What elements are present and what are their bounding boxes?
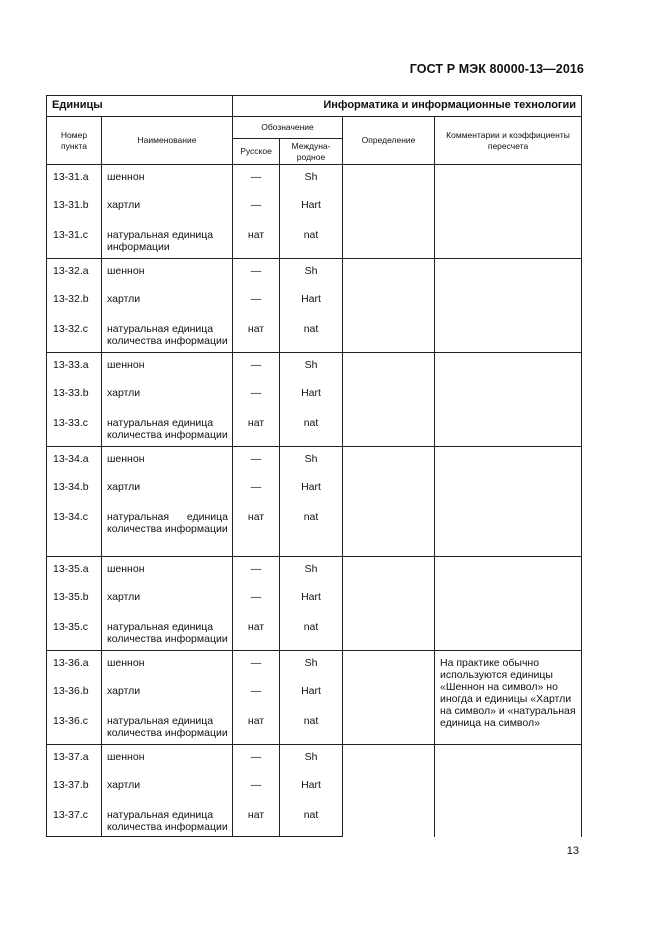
item-number: 13-31.c xyxy=(47,225,102,259)
symbol-russian: — xyxy=(233,289,280,319)
definition-cell xyxy=(343,165,435,259)
symbol-international: nat xyxy=(280,319,343,353)
symbol-russian: — xyxy=(233,681,280,711)
symbol-international: Hart xyxy=(280,383,343,413)
symbol-international: Hart xyxy=(280,477,343,507)
item-number: 13-32.b xyxy=(47,289,102,319)
table-header-row xyxy=(47,117,582,139)
unit-name xyxy=(102,507,233,557)
col-header-comments: Комментарии и коэффициенты пересчета xyxy=(435,117,582,165)
comment-cell xyxy=(435,165,582,259)
units-table xyxy=(46,95,582,837)
unit-name: хартли xyxy=(102,587,233,617)
table-row xyxy=(47,557,582,587)
table-group xyxy=(47,557,582,651)
symbol-international: Hart xyxy=(280,195,343,225)
symbol-international: Sh xyxy=(280,651,343,681)
item-number: 13-37.c xyxy=(47,805,102,837)
item-number: 13-33.c xyxy=(47,413,102,447)
unit-name: шеннон xyxy=(102,651,233,681)
item-number: 13-37.a xyxy=(47,745,102,775)
symbol-russian: — xyxy=(233,195,280,225)
symbol-international: Hart xyxy=(280,289,343,319)
symbol-russian: нат xyxy=(233,319,280,353)
col-header-number: Номер пункта xyxy=(47,117,102,165)
page-number: 13 xyxy=(566,845,579,857)
col-header-definition: Определение xyxy=(343,117,435,165)
unit-name: натуральная единица количества информации xyxy=(102,805,233,837)
item-number: 13-36.c xyxy=(47,711,102,745)
definition-cell xyxy=(343,447,435,557)
symbol-russian: — xyxy=(233,383,280,413)
item-number: 13-35.b xyxy=(47,587,102,617)
comment-cell xyxy=(435,745,582,837)
table-group xyxy=(47,651,582,745)
definition-cell xyxy=(343,745,435,837)
symbol-international: nat xyxy=(280,507,343,557)
symbol-international: Sh xyxy=(280,447,343,477)
unit-name: шеннон xyxy=(102,353,233,383)
table-row xyxy=(47,353,582,383)
unit-name: шеннон xyxy=(102,165,233,195)
symbol-russian: — xyxy=(233,775,280,805)
unit-name: шеннон xyxy=(102,259,233,289)
item-number: 13-31.b xyxy=(47,195,102,225)
unit-name-word: единица xyxy=(186,510,228,523)
comment-cell xyxy=(435,447,582,557)
symbol-international: Hart xyxy=(280,775,343,805)
symbol-international: nat xyxy=(280,225,343,259)
table-row xyxy=(47,165,582,195)
comment-cell xyxy=(435,259,582,353)
symbol-russian: — xyxy=(233,259,280,289)
symbol-russian: — xyxy=(233,745,280,775)
unit-name: хартли xyxy=(102,775,233,805)
symbol-international: Sh xyxy=(280,745,343,775)
symbol-russian: — xyxy=(233,651,280,681)
item-number: 13-34.b xyxy=(47,477,102,507)
item-number: 13-34.c xyxy=(47,507,102,557)
item-number: 13-33.b xyxy=(47,383,102,413)
symbol-russian: нат xyxy=(233,805,280,837)
unit-name-line: количества информации xyxy=(107,522,228,535)
item-number: 13-34.a xyxy=(47,447,102,477)
col-header-name: Наименование xyxy=(102,117,233,165)
definition-cell xyxy=(343,557,435,651)
unit-name: натуральная единица информации xyxy=(102,225,233,259)
table-group xyxy=(47,353,582,447)
unit-name: натуральная единица количества информации xyxy=(102,413,233,447)
symbol-international: Sh xyxy=(280,259,343,289)
definition-cell xyxy=(343,259,435,353)
table-row xyxy=(47,447,582,477)
symbol-international: nat xyxy=(280,805,343,837)
table-title-row xyxy=(47,96,582,117)
table-row xyxy=(47,651,582,681)
symbol-international: nat xyxy=(280,617,343,651)
col-header-russian: Русское xyxy=(233,139,280,165)
item-number: 13-31.a xyxy=(47,165,102,195)
unit-name-line xyxy=(107,511,228,523)
unit-name: хартли xyxy=(102,681,233,711)
comment-cell xyxy=(435,353,582,447)
unit-name: хартли xyxy=(102,477,233,507)
table-row xyxy=(47,745,582,775)
table-group xyxy=(47,745,582,837)
symbol-international: Sh xyxy=(280,557,343,587)
unit-name: натуральная единица количества информации xyxy=(102,319,233,353)
symbol-russian: — xyxy=(233,447,280,477)
item-number: 13-32.c xyxy=(47,319,102,353)
table-title-left: Единицы xyxy=(47,96,233,117)
unit-name: шеннон xyxy=(102,557,233,587)
item-number: 13-36.a xyxy=(47,651,102,681)
unit-name-word: натуральная xyxy=(107,510,170,523)
unit-name: шеннон xyxy=(102,745,233,775)
item-number: 13-36.b xyxy=(47,681,102,711)
col-header-international: Междуна-родное xyxy=(280,139,343,165)
unit-name: хартли xyxy=(102,383,233,413)
symbol-international: nat xyxy=(280,711,343,745)
table-title-right: Информатика и информационные технологии xyxy=(233,96,582,117)
symbol-international: Hart xyxy=(280,681,343,711)
symbol-russian: нат xyxy=(233,413,280,447)
symbol-russian: нат xyxy=(233,711,280,745)
unit-name: хартли xyxy=(102,289,233,319)
table-group xyxy=(47,259,582,353)
symbol-international: nat xyxy=(280,413,343,447)
item-number: 13-35.c xyxy=(47,617,102,651)
symbol-russian: — xyxy=(233,165,280,195)
unit-name: хартли xyxy=(102,195,233,225)
symbol-russian: — xyxy=(233,477,280,507)
symbol-russian: нат xyxy=(233,617,280,651)
symbol-international: Sh xyxy=(280,353,343,383)
comment-cell xyxy=(435,557,582,651)
symbol-international: Hart xyxy=(280,587,343,617)
symbol-russian: — xyxy=(233,557,280,587)
symbol-russian: нат xyxy=(233,507,280,557)
symbol-russian: нат xyxy=(233,225,280,259)
item-number: 13-37.b xyxy=(47,775,102,805)
comment-cell: На практике обычно используются единицы «Шеннон на символ» но иногда и единицы «Хартли на символ» и «натуральная единица на символ» xyxy=(435,651,582,745)
table-row xyxy=(47,259,582,289)
symbol-russian: — xyxy=(233,587,280,617)
definition-cell xyxy=(343,651,435,745)
document-code: ГОСТ Р МЭК 80000-13—2016 xyxy=(409,62,584,76)
symbol-international: Sh xyxy=(280,165,343,195)
col-header-designation: Обозначение xyxy=(233,117,343,139)
symbol-russian: — xyxy=(233,353,280,383)
unit-name: натуральная единица количества информации xyxy=(102,617,233,651)
table-group xyxy=(47,447,582,557)
unit-name: натуральная единица количества информации xyxy=(102,711,233,745)
item-number: 13-33.a xyxy=(47,353,102,383)
table-group xyxy=(47,165,582,259)
item-number: 13-32.a xyxy=(47,259,102,289)
item-number: 13-35.a xyxy=(47,557,102,587)
unit-name: шеннон xyxy=(102,447,233,477)
definition-cell xyxy=(343,353,435,447)
